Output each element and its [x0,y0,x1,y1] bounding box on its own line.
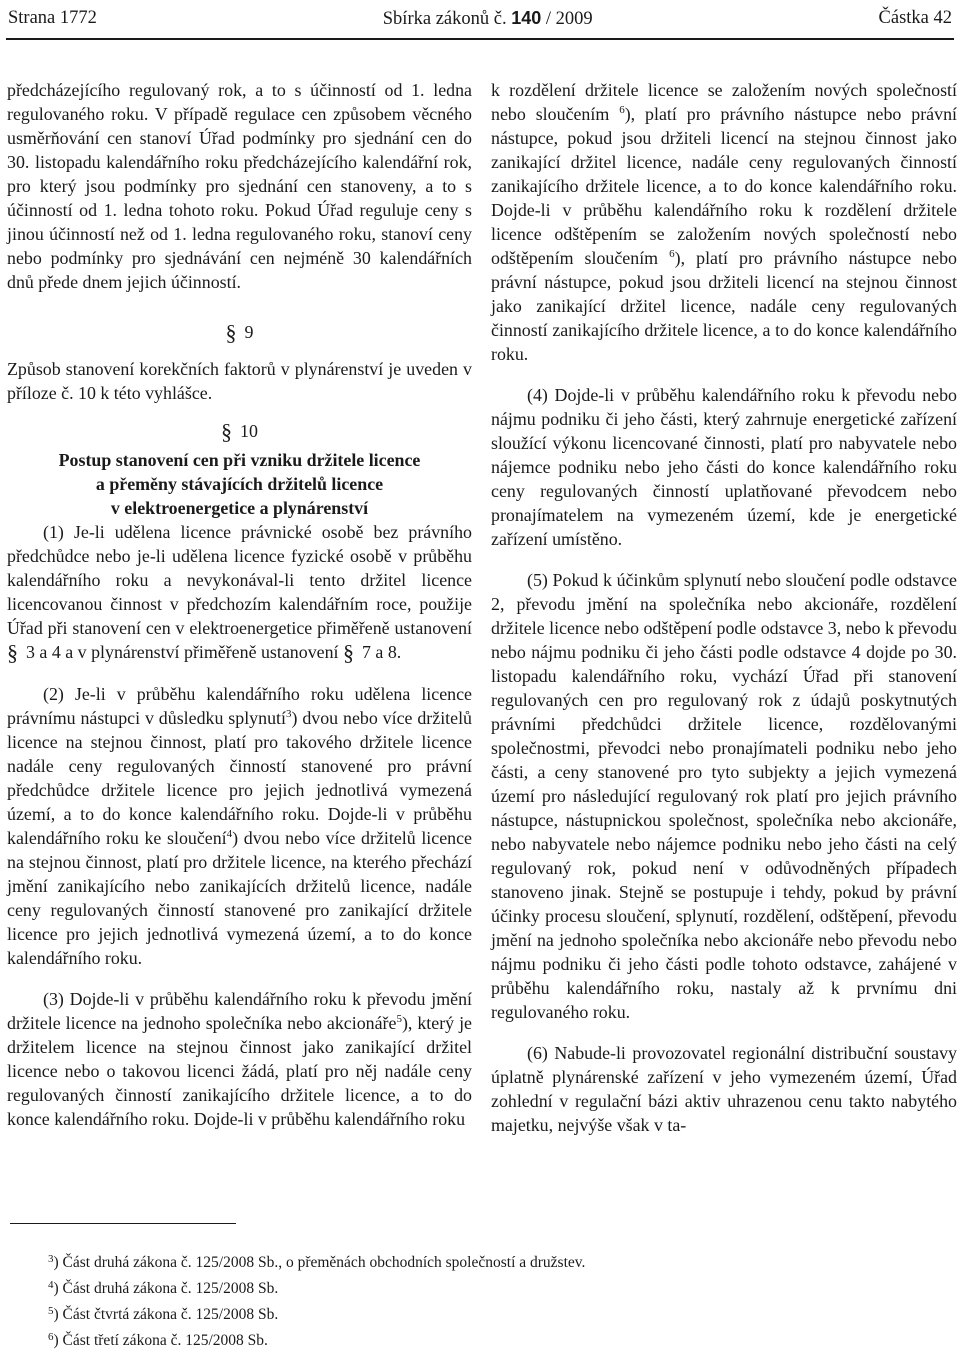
section-sign: § [221,419,233,444]
footnote-divider [10,1223,236,1224]
paragraph-4: (4) Dojde-li v průběhu kalendářního roku k převodu nebo nájmu podniku či jeho části, který zahrnuje energetické zařízení sloužící výkonu licencované činnosti, platí pro nabyvatele nebo nájemce podniku nebo jeho části do konce kalendářního roku ceny regulovaných činností uplatňované převodcem nebo pronajímatelem na vymezeném území, kde je energetické zařízení umístěno. [491,385,957,549]
section-title-line: v elektroenergetice a plynárenství [110,498,369,518]
paragraph-3-continued: k rozdělení držitele licence se založením nových společností nebo sloučením $^6$), platí pro právního nástupce nebo právní nástupce, pokud jsou držiteli licencí na stejnou činnost jako zanikající držitel licence, nadále ceny regulovaných činností zanikajícího držitele licence, a to do konce kalendářního roku. Dojde-li v průběhu kalendářního roku k rozdělení držitele licence odštěpením se založením nových společností nebo odštěpením sloučením $^6$), platí pro právního nástupce nebo právní nástupce, pokud jsou držiteli licencí na stejnou činnost jako zanikající držitel licence, nadále ceny regulovaných činností zanikajícího držitele licence, a to do konce kalendářního roku. [491,80,957,364]
header-divider [6,38,954,40]
right-column [491,78,957,1137]
footnote-ref: 6 [669,248,675,261]
footnote: $^5$) Část čtvrtá zákona č. 125/2008 Sb. [48,1305,279,1323]
section-9-text: Způsob stanovení korekčních faktorů v plynárenství je uveden v příloze č. 10 k této vyhlášce. [7,359,472,403]
left-column [7,78,472,1131]
section-title-line: a přeměny stávajících držitelů licence [95,474,384,494]
page-header [8,0,952,36]
section-10-heading [7,419,472,444]
part-label: Částka 42 [878,8,952,28]
collection-label: Sbírka zákonů č. [382,9,507,29]
footnote-ref: 4 [226,828,233,841]
issue-year: / 2009 [545,9,593,29]
page-number: Strana 1772 [8,8,97,28]
section-number: 9 [244,322,254,342]
section-10-title [7,448,472,520]
paragraph-2: (2) Je-li v průběhu kalendářního roku udělena licence právnímu nástupci v důsledku splynutí$^3$) dvou nebo více držitelů licence na stejnou činnost, platí pro takového držitele licence nadále ceny regulovaných činností stanovené pro právní předchůdce držitele licence pro jejich jednotlivá vymezená území, a to do konce kalendářního roku. Dojde-li v průběhu kalendářního roku ke sloučení$^4$) dvou nebo více držitelů licence na stejnou činnost, platí pro držitele licence, na kterého přechází jmění zanikajícího nebo zanikajících držitelů licence, nadále ceny regulovaných činností stanovené pro zanikající držitele licence pro jejich jednotlivá vymezená území, a to do konce kalendářního roku. [7,684,472,968]
footnotes [48,1248,928,1352]
paragraph-6: (6) Nabude-li provozovatel regionální distribuční soustavy úplatně plynárenské zařízení v jeho vymezeném území, Úřad zohlední v regulační bázi aktiv uhrazenou cenu takto nabytého majetku, nejvýše však v ta- [491,1043,957,1135]
footnote: $^3$) Část druhá zákona č. 125/2008 Sb., o přeměnách obchodních společností a družstev. [48,1253,586,1271]
section-title-line: Postup stanovení cen při vzniku držitele licence [58,450,421,470]
footnote-ref: 5 [396,1013,402,1026]
issue-number: 140 [511,8,542,28]
footnote: $^6$) Část třetí zákona č. 125/2008 Sb. [48,1331,268,1349]
section-number: 10 [240,421,258,441]
footnote: $^4$) Část druhá zákona č. 125/2008 Sb. [48,1279,279,1297]
paragraph-3: (3) Dojde-li v průběhu kalendářního roku k převodu jmění držitele licence na jednoho společníka nebo akcionáře$^5$), který je držitelem licence na stejnou činnost jako zanikající držitel licence nebo o takovou licenci žádá, platí pro něj nadále ceny regulovaných činností zanikajícího držitele licence, a to do konce kalendářního roku. Dojde-li v průběhu kalendářního roku [7,989,472,1129]
paragraph-5: (5) Pokud k účinkům splynutí nebo sloučení podle odstavce 2, převodu jmění na společníka nebo akcionáře, rozdělení držitele licence nebo odštěpení podle odstavce 3, nebo k převodu nebo nájmu podniku či jeho části podle odstavce 4 dojde po 30. listopadu kalendářního roku, vychází Úřad při stanovení regulovaných cen pro regulovaný rok z údajů poskytnutých právními předchůdci držitele licence, rozdělovanými společnostmi, převodci nebo pronajímateli podniku nebo jeho části, a ceny stanovené pro tyto subjekty a jejich vymezená území pro následující regulovaný rok platí pro jejich právního nástupce, nástupnickou společnost, společníka nebo akcionáře, nebo nabyvatele nebo nájemce podniku nebo jeho části na celý regulovaný rok, pokud není v odůvodněných případech stanoveno jinak. Stejně se postupuje i tehdy, pokud by právní účinky procesu sloučení, splynutí, rozdělení, odštěpení, převodu jmění na jednoho společníka nebo akcionáře nebo převodu nebo nájmu podniku či jeho části podle tohoto odstavce, zahájené v průběhu kalendářního roku, nastaly až k prvnímu dni regulovaného roku. [491,570,957,1022]
collection-title [383,6,593,31]
section-9-heading [7,320,472,345]
section-sign: § [225,320,237,345]
footnote-ref: 3 [285,708,292,721]
footnote-ref: 6 [619,104,625,117]
intro-paragraph: předcházejícího regulovaný rok, a to s účinností od 1. ledna regulovaného roku. V případě regulace cen způsobem věcného usměrňování cen stanoví Úřad podmínky pro sjednání cen do 30. listopadu kalendářního roku předcházejícího kalendářní rok, pro který jsou podmínky pro sjednání cen stanoveny, a to s účinností od 1. ledna tohoto roku. Pokud Úřad reguluje ceny s jinou účinností než od 1. ledna regulovaného roku, stanoví ceny nebo podmínky pro sjednávání cen nejméně 30 kalendářních dnů přede dnem jejich účinností. [7,80,472,292]
paragraph-1: (1) Je-li udělena licence právnické osobě bez právního předchůdce nebo je-li udělena licence fyzické osobě v průběhu kalendářního roku a nevykonával-li tento držitel licence licencovanou činnost v předchozím kalendářním roce, použije Úřad při stanovení cen v elektroenergetice přiměřeně ustanovení § 3 a 4 a v plynárenství přiměřeně ustanovení § 7 a 8. [7,522,472,665]
